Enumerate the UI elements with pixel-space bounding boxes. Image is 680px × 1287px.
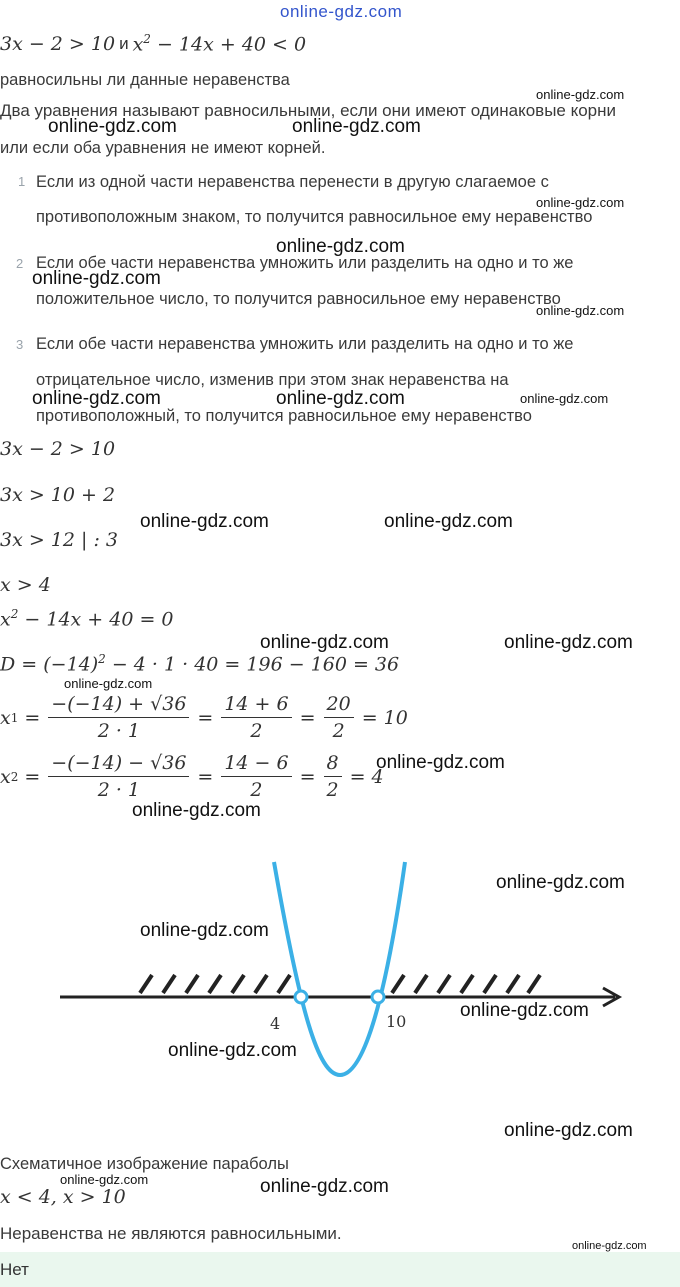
watermark: online-gdz.com xyxy=(32,268,161,289)
step-2: 3x > 10 + 2 xyxy=(0,484,116,506)
watermark: online-gdz.com xyxy=(168,1040,297,1061)
watermark: online-gdz.com xyxy=(260,1176,389,1197)
watermark: online-gdz.com xyxy=(276,236,405,257)
rule-1-number: 1 xyxy=(18,174,26,189)
step-4: x > 4 xyxy=(0,574,51,596)
watermark: online-gdz.com xyxy=(384,511,513,532)
discriminant: $D = (-14)^2 - 4 \cdot 1 \cdot 40 = 196 - 160 = 36$ xyxy=(0,652,400,676)
root-label-10: 10 xyxy=(386,1012,407,1031)
root-point-10 xyxy=(372,991,384,1003)
watermark: online-gdz.com xyxy=(536,87,625,102)
step-5: $x^2 - 14x + 40 = 0$ xyxy=(0,607,174,631)
watermark: online-gdz.com xyxy=(292,116,421,137)
task-ineq2: $x^2 - 14x + 40 < 0$ xyxy=(132,32,307,56)
watermark: online-gdz.com xyxy=(504,1120,633,1141)
watermark: online-gdz.com xyxy=(376,752,505,773)
watermark: online-gdz.com xyxy=(276,388,405,409)
rule-2-number: 2 xyxy=(16,256,24,271)
root-point-4 xyxy=(295,991,307,1003)
step-3: 3x > 12 | : 3 xyxy=(0,529,118,551)
watermark: online-gdz.com xyxy=(460,1000,589,1021)
watermark: online-gdz.com xyxy=(536,303,625,318)
watermark: online-gdz.com xyxy=(132,800,261,821)
watermark: online-gdz.com xyxy=(48,116,177,137)
answer-text: Нет xyxy=(0,1260,29,1279)
answer-box xyxy=(0,1252,680,1287)
graph-caption: Схематичное изображение параболы xyxy=(0,1155,289,1173)
rule-1-line1: Если из одной части неравенства перенести в другую слагаемое с xyxy=(36,173,549,191)
root-x1: x 1 = $\frac{-(-14) + √36}{2 \cdot 1}$ = $\frac{14 + 6}{2}$ = $\frac{20}{2}$ = 10 xyxy=(0,693,408,742)
step-1: 3x − 2 > 10 xyxy=(0,438,116,460)
hatch-right xyxy=(392,975,540,993)
rule-3-line3: противоположный, то получится равносильное ему неравенство xyxy=(36,407,532,425)
definition-line1: Два уравнения называют равносильными, если они имеют одинаковые корни xyxy=(0,101,617,120)
task-ineq1: 3x − 2 > 10 xyxy=(0,32,116,55)
watermark: online-gdz.com xyxy=(64,676,153,691)
rule-3-line2: отрицательное число, изменив при этом знак неравенства на xyxy=(36,371,509,389)
rule-3-number: 3 xyxy=(16,337,24,352)
watermark: online-gdz.com xyxy=(60,1172,149,1187)
rule-1-line2: противоположным знаком, то получится равносильное ему неравенство xyxy=(36,208,593,226)
root-label-4: 4 xyxy=(270,1014,281,1033)
conclusion-text: Неравенства не являются равносильными. xyxy=(0,1224,342,1243)
watermark: online-gdz.com xyxy=(140,511,269,532)
watermark: online-gdz.com xyxy=(572,1240,647,1252)
watermark: online-gdz.com xyxy=(260,632,389,653)
watermark: online-gdz.com xyxy=(504,632,633,653)
question-text: равносильны ли данные неравенства xyxy=(0,71,290,89)
definition-line2: или если оба уравнения не имеют корней. xyxy=(0,139,326,157)
task-and: и xyxy=(119,33,129,53)
watermark: online-gdz.com xyxy=(536,195,625,210)
root-x2: x 2 = $\frac{-(-14) - √36}{2 \cdot 1}$ = $\frac{14 - 6}{2}$ = $\frac{8}{2}$ = 4 xyxy=(0,752,384,801)
rule-2-line2: положительное число, то получится равносильное ему неравенство xyxy=(36,290,561,308)
watermark: online-gdz.com xyxy=(32,388,161,409)
watermark: online-gdz.com xyxy=(496,872,625,893)
hatch-left xyxy=(140,975,290,993)
watermark: online-gdz.com xyxy=(520,391,609,406)
result-inequality: x < 4, x > 10 xyxy=(0,1186,126,1208)
rule-3-line1: Если обе части неравенства умножить или разделить на одно и то же xyxy=(36,335,574,353)
task-line xyxy=(0,32,306,55)
watermark: online-gdz.com xyxy=(140,920,269,941)
watermark-top: online-gdz.com xyxy=(280,2,403,21)
rule-2-line1: Если обе части неравенства умножить или разделить на одно и то же xyxy=(36,254,574,272)
